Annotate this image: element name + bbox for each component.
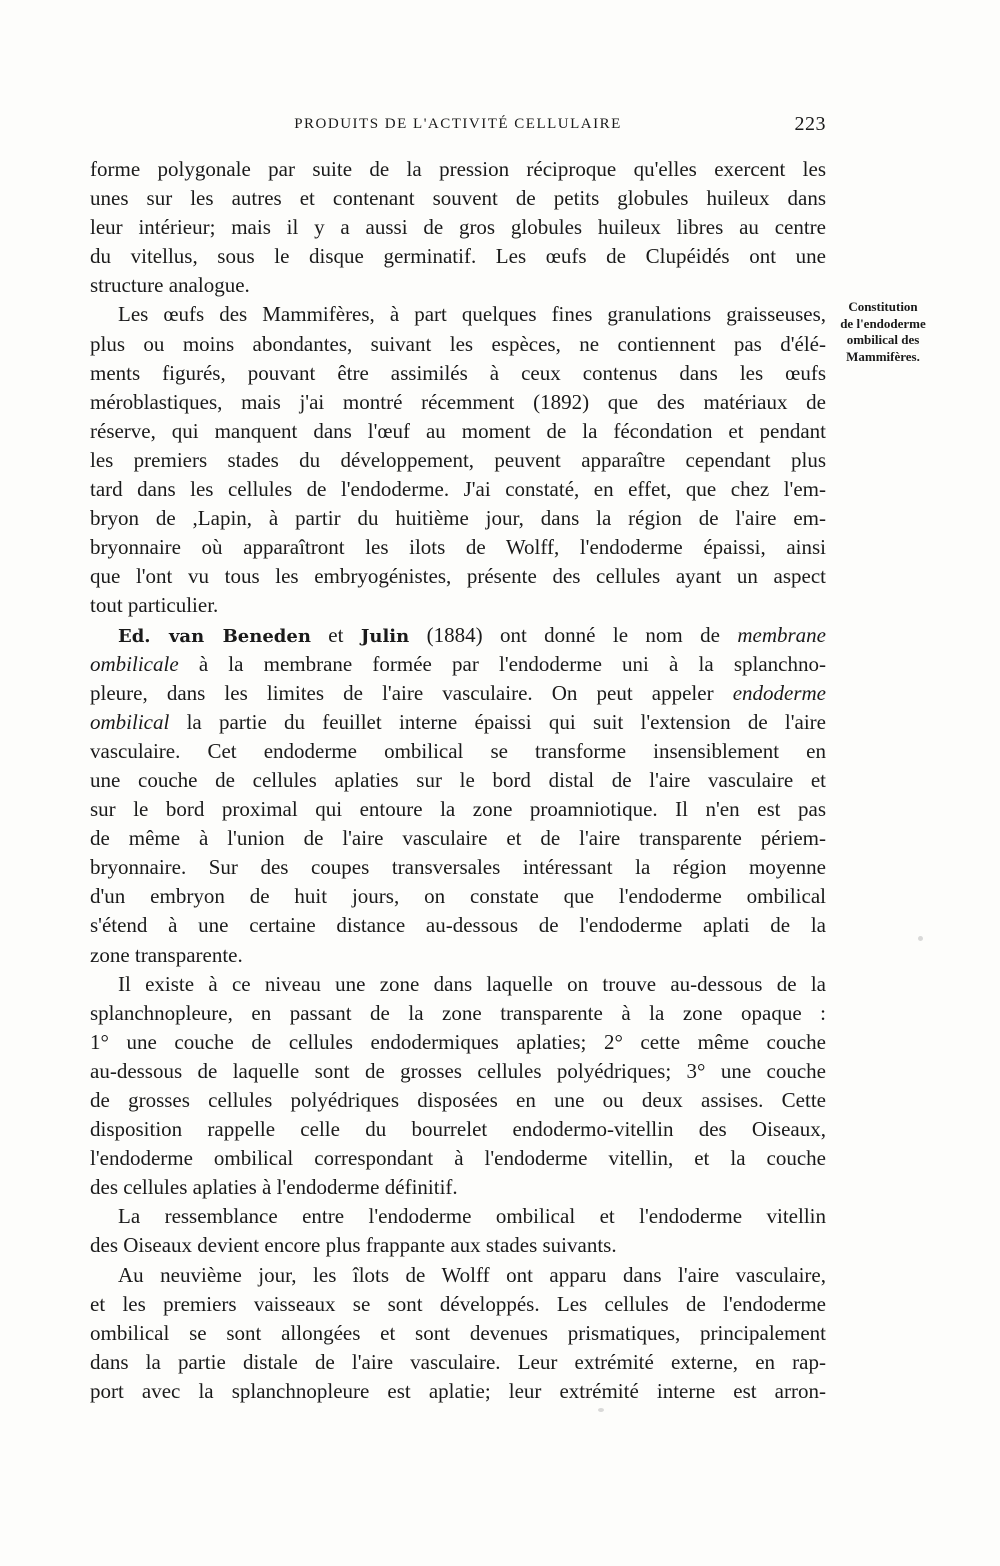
- text-line: structure analogue.: [90, 273, 250, 298]
- text-line: zone transparente.: [90, 942, 243, 967]
- text-line: une couche de cellules aplaties sur le bord distal de l'aire vasculaire et: [90, 767, 826, 792]
- running-head: [90, 113, 826, 140]
- text-run: pleure, dans les limites de l'aire vasculaire. On peut appeler: [90, 680, 733, 705]
- text-line: [90, 708, 826, 737]
- text-line: port avec la splanchnopleure est aplatie; leur extrémité interne est arron-: [90, 1378, 826, 1403]
- italic-term: ombilical: [90, 709, 170, 734]
- text-run: (1884) ont donné le nom de: [409, 622, 738, 647]
- text-line: d'un embryon de huit jours, on constate que l'endoderme ombilical: [90, 884, 826, 909]
- text-line: s'étend à une certaine distance au-dessous de l'endoderme aplati de la: [90, 913, 826, 938]
- margin-note-line: Mammifères.: [846, 348, 920, 364]
- text-line: sur le bord proximal qui entoure la zone proamniotique. Il n'en est pas: [90, 797, 826, 822]
- text-line: leur intérieur; mais il y a aussi de gros globules huileux libres au centre: [90, 215, 826, 240]
- text-line: Les œufs des Mammifères, à part quelques fines granulations graisseuses,: [118, 302, 826, 327]
- text-run: et: [310, 622, 361, 647]
- text-line: [90, 679, 826, 708]
- text-line: forme polygonale par suite de la pression réciproque qu'elles exercent les: [90, 157, 826, 181]
- margin-note: [828, 299, 938, 365]
- running-title: PRODUITS DE L'ACTIVITÉ CELLULAIRE: [294, 116, 622, 132]
- text-line: 1° une couche de cellules endodermiques aplaties; 2° cette même couche: [90, 1029, 826, 1054]
- text-run: à la membrane formée par l'endoderme uni à la splanchno-: [178, 651, 826, 676]
- text-line: tout particulier.: [90, 593, 219, 618]
- page-number: 223: [794, 113, 826, 135]
- author-name: Julin: [360, 625, 410, 647]
- text-line: réserve, qui manquent dans l'œuf au moment de la fécondation et pendant: [90, 418, 826, 443]
- text-line: vasculaire. Cet endoderme ombilical se transforme insensiblement en: [90, 738, 826, 763]
- margin-note-line: ombilical des: [846, 332, 920, 347]
- italic-term: ombilicale: [90, 651, 179, 676]
- text-line: [90, 621, 826, 650]
- text-line: méroblastiques, mais j'ai montré récemment (1892) que des matériaux de: [90, 389, 826, 414]
- text-line: bryonnaire. Sur des coupes transversales intéressant la région moyenne: [90, 855, 826, 880]
- text-line: disposition rappelle celle du bourrelet endodermo-vitellin des Oiseaux,: [90, 1117, 826, 1142]
- text-line: bryon de ,Lapin, à partir du huitième jour, dans la région de l'aire em-: [90, 506, 826, 531]
- italic-term: endoderme: [732, 680, 826, 705]
- text-line: l'endoderme ombilical correspondant à l'endoderme vitellin, et la couche: [90, 1146, 826, 1171]
- text-line: de même à l'union de l'aire vasculaire et de l'aire transparente périem-: [90, 826, 826, 851]
- text-run: la partie du feuillet interne épaissi qui suit l'extension de l'aire: [169, 709, 826, 734]
- text-line: tard dans les cellules de l'endoderme. J'ai constaté, en effet, que chez l'em-: [90, 477, 826, 502]
- text-line: des cellules aplaties à l'endoderme définitif.: [90, 1175, 458, 1200]
- text-line: bryonnaire où apparaîtront les ilots de Wolff, l'endoderme épaissi, ainsi: [90, 535, 826, 560]
- body-text: [90, 155, 826, 1406]
- text-line: plus ou moins abondantes, suivant les espèces, ne contiennent pas d'élé-: [90, 331, 826, 356]
- text-line: Il existe à ce niveau une zone dans laquelle on trouve au-dessous de la: [118, 971, 826, 996]
- text-line: du vitellus, sous le disque germinatif. Les œufs de Clupéidés ont une: [90, 244, 826, 269]
- text-line: et les premiers vaisseaux se sont développés. Les cellules de l'endoderme: [90, 1291, 826, 1316]
- text-line: ments figurés, pouvant être assimilés à ceux contenus dans les œufs: [90, 360, 826, 385]
- text-line: les premiers stades du développement, peuvent apparaître cependant plus: [90, 447, 826, 472]
- text-line: unes sur les autres et contenant souvent de petits globules huileux dans: [90, 186, 826, 211]
- margin-note-line: de l'endoderme: [840, 315, 926, 331]
- text-line: La ressemblance entre l'endoderme ombilical et l'endoderme vitellin: [118, 1204, 826, 1229]
- print-blemish: [918, 936, 923, 941]
- text-line: des Oiseaux devient encore plus frappante aux stades suivants.: [90, 1233, 617, 1258]
- text-line: ombilical se sont allongées et sont devenues prismatiques, principalement: [90, 1320, 826, 1345]
- italic-term: membrane: [737, 622, 826, 647]
- text-line: Au neuvième jour, les îlots de Wolff ont apparu dans l'aire vasculaire,: [118, 1262, 826, 1287]
- text-line: splanchnopleure, en passant de la zone transparente à la zone opaque :: [90, 1000, 826, 1025]
- text-line: dans la partie distale de l'aire vasculaire. Leur extrémité externe, en rap-: [90, 1349, 826, 1374]
- text-line: de grosses cellules polyédriques disposées en une ou deux assises. Cette: [90, 1088, 826, 1112]
- text-line: au-dessous de laquelle sont de grosses cellules polyédriques; 3° une couche: [90, 1058, 826, 1083]
- margin-note-line: Constitution: [848, 299, 918, 314]
- print-blemish: [598, 1408, 604, 1412]
- text-line: [90, 650, 826, 679]
- text-line: que l'ont vu tous les embryogénistes, présente des cellules ayant un aspect: [90, 564, 826, 589]
- author-name: Ed. van Beneden: [118, 625, 311, 647]
